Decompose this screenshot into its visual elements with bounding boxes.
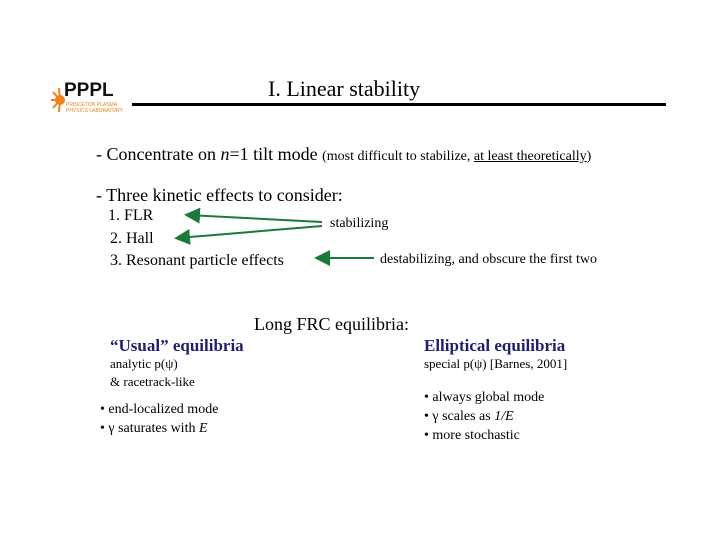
usual-desc-2: & racetrack-like [110,374,195,389]
point-2-heading: - Three kinetic effects to consider: [96,185,343,205]
usual-bullet-1: • end-localized mode [100,402,219,417]
title-rule [132,103,666,106]
elliptical-bullet-3: • more stochastic [424,428,520,443]
usual-desc-1: analytic p(ψ) [110,356,178,371]
point-1-line [96,144,591,165]
usual-bullet-2-e: E [198,421,208,436]
destabilizing-label: destabilizing, and obscure the first two [380,252,597,267]
equilibria-heading: Long FRC equilibria: [254,314,409,334]
point-1-paren-open: (most difficult to stabilize, [322,149,474,164]
logo-subtitle-1: PRINCETON PLASMA [66,102,118,108]
elliptical-desc: special p(ψ) [Barnes, 2001] [424,356,568,371]
usual-bullet-2 [100,421,208,437]
point-1-paren-close: ) [586,149,592,164]
usual-equilibria-title: “Usual” equilibria [110,336,244,355]
elliptical-bullet-1: • always global mode [424,390,545,405]
effect-item-1: 1. FLR [108,207,154,224]
logo-subtitle-2: PHYSICS LABORATORY [66,108,123,114]
flr-arrow [188,215,322,222]
elliptical-bullet-2-e: 1/E [494,409,514,424]
effect-item-3: 3. Resonant particle effects [110,252,284,269]
point-1-n: n [220,144,230,164]
slide-title: I. Linear stability [268,76,421,101]
elliptical-bullet-2-text: • γ scales as [424,409,495,424]
effect-item-2: 2. Hall [110,230,154,247]
pppl-logo [50,80,123,120]
elliptical-bullet-2 [424,409,514,425]
point-1-prefix: - Concentrate on [96,144,221,164]
hall-arrow [178,226,322,238]
point-1-underlined: at least theoretically [473,149,587,164]
logo-text: PPPL [64,80,114,101]
usual-bullet-2-text: • γ saturates with [100,421,199,436]
elliptical-equilibria-title: Elliptical equilibria [424,336,566,355]
point-1-equals: =1 tilt mode [229,144,323,164]
stabilizing-label: stabilizing [330,216,389,231]
